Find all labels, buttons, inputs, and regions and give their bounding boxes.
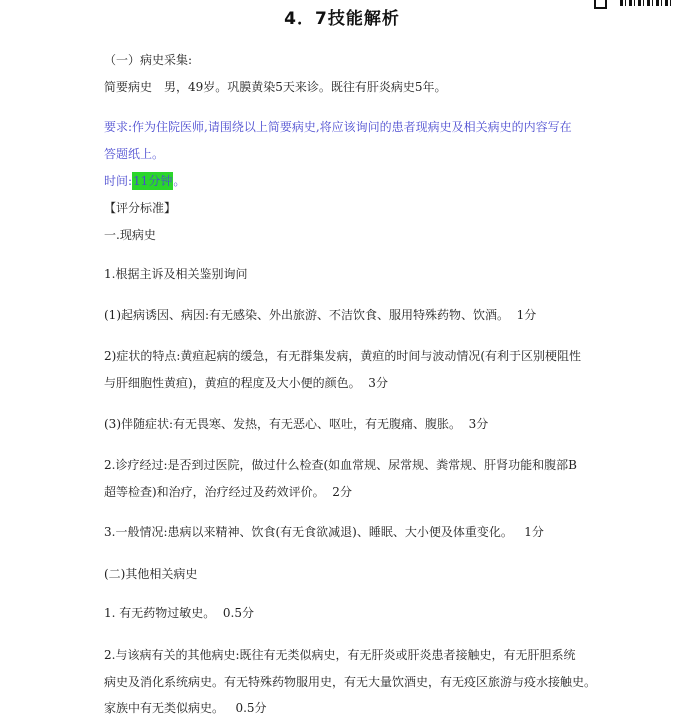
brief-history: 简要病史 男，49岁。巩膜黄染5天来诊。既往有肝炎病史5年。 xyxy=(104,80,447,94)
other-item-1: 1. 有无药物过敏史。 0.5分 xyxy=(104,606,254,620)
time-line xyxy=(104,173,185,189)
time-label: 时间: xyxy=(104,174,133,188)
criteria-heading: 【评分标准】 xyxy=(104,201,177,215)
item-1-3: (3)伴随症状:有无畏寒、发热，有无恶心、呕吐，有无腹痛、腹胀。 3分 xyxy=(104,417,489,431)
section-history-collection: （一）病史采集: xyxy=(104,53,193,67)
time-value-highlight: 11分钟 xyxy=(133,174,173,188)
requirement-line-1: 要求:作为住院医师,请围绕以上简要病史,将应该询问的患者现病史及相关病史的内容写在 xyxy=(104,120,572,134)
item-1-2-line-2: 与肝细胞性黄疸)，黄疸的程度及大小便的颜色。 3分 xyxy=(104,376,388,390)
item-2-line-2: 超等检查)和治疗，治疗经过及药效评价。 2分 xyxy=(104,485,352,499)
page-title: 4．7技能解析 xyxy=(284,9,400,29)
other-item-2-line-1: 2.与该病有关的其他病史:既往有无类似病史，有无肝炎或肝炎患者接触史，有无肝胆系统 xyxy=(104,648,576,662)
other-history-heading: (二)其他相关病史 xyxy=(104,567,198,581)
item-1-2-line-1: 2)症状的特点:黄疸起病的缓急，有无群集发病，黄疸的时间与波动情况(有利于区别梗阻性 xyxy=(104,349,582,363)
other-item-2-line-2: 病史及消化系统病史。有无特殊药物服用史，有无大量饮酒史，有无疫区旅游与疫水接触史。 xyxy=(104,675,597,689)
item-3: 3.一般情况:患病以来精神、饮食(有无食欲减退)、睡眠、大小便及体重变化。 1分 xyxy=(104,525,544,539)
time-end: 。 xyxy=(173,174,186,188)
other-item-2-line-3: 家族中有无类似病史。 0.5分 xyxy=(104,701,267,715)
item-1-heading: 1.根据主诉及相关鉴别询问 xyxy=(104,267,248,281)
present-history-heading: 一.现病史 xyxy=(104,228,156,242)
item-2-line-1: 2.诊疗经过:是否到过医院，做过什么检查(如血常规、尿常规、粪常规、肝肾功能和腹部B xyxy=(104,458,577,472)
requirement-line-2: 答题纸上。 xyxy=(104,147,165,161)
item-1-1: (1)起病诱因、病因:有无感染、外出旅游、不洁饮食、服用特殊药物、饮酒。 1分 xyxy=(104,308,537,322)
